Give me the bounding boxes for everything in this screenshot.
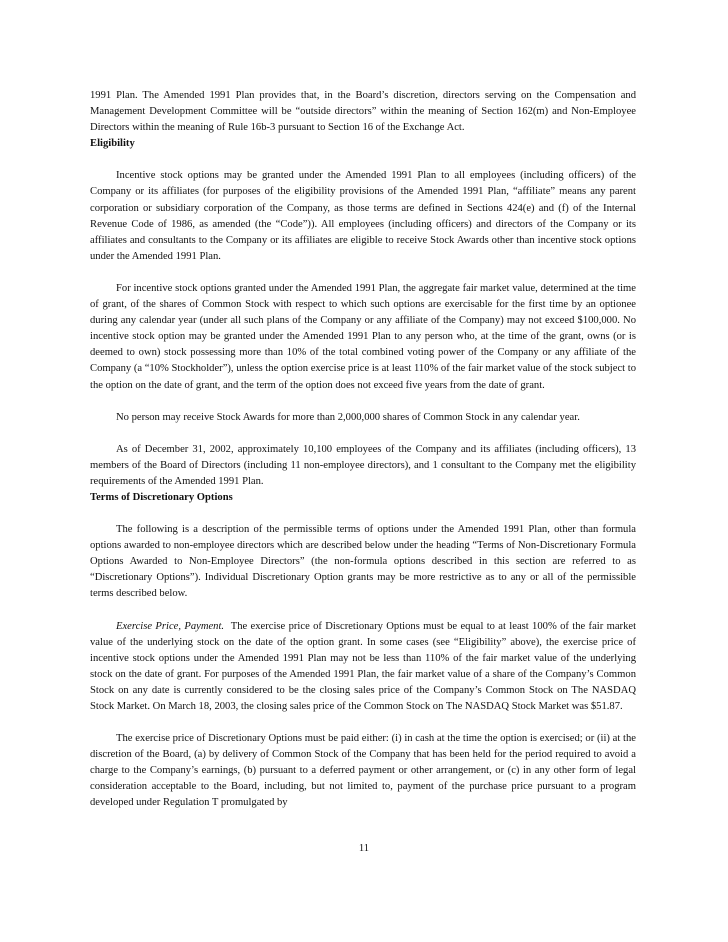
- exercise-price-body: The exercise price of Discretionary Options must be equal to at least 100% of the fair market value of the underlying stock on the date of the option grant. In some cases (see “Eligibility” above), the exercise price of incentive stock options under the Amended 1991 Plan may not be less than 110% of the fair market value of the underlying stock on the date of grant. For purposes of the Amended 1991 Plan, the fair market value of a share of the Company’s Common Stock on any date is currently considered to be the closing sales price of the Company’s Common Stock on The NASDAQ Stock Market. On March 18, 2003, the closing sales price of the Common Stock on The NASDAQ Stock Market was $51.87.: [90, 620, 637, 712]
- eligibility-paragraph-4: As of December 31, 2002, approximately 10,100 employees of the Company and its affiliates (including officers), 13 members of the Board of Directors (including 11 non-employee directors), and 1 consultant to the Company met the eligibility requirements of the Amended 1991 Plan.: [90, 443, 636, 487]
- intro-paragraph: 1991 Plan. The Amended 1991 Plan provides that, in the Board’s discretion, directors serving on the Compensation and Management Development Committee will be “outside directors” within the meaning of Section 162(m) and Non-Employee Directors within the meaning of Rule 16b-3 pursuant to Section 16 of the Exchange Act.: [90, 90, 636, 134]
- exercise-price-lead: Exercise Price, Payment.: [116, 620, 225, 632]
- terms-heading: Terms of Discretionary Options: [90, 491, 233, 503]
- document-page: [90, 88, 636, 812]
- eligibility-paragraph-3: No person may receive Stock Awards for more than 2,000,000 shares of Common Stock in any calendar year.: [116, 411, 580, 423]
- terms-paragraph-3: The exercise price of Discretionary Options must be paid either: (i) in cash at the time the option is exercised; or (ii) at the discretion of the Board, (a) by delivery of Common Stock of the Company that has been held for the period required to avoid a charge to the Company’s earnings, (b) pursuant to a deferred payment or other arrangement, or (c) in any other form of legal consideration acceptable to the Board, including, but not limited to, payment of the purchase price pursuant to a program developed under Regulation T promulgated by: [90, 733, 636, 809]
- eligibility-paragraph-2: For incentive stock options granted under the Amended 1991 Plan, the aggregate fair market value, determined at the time of grant, of the shares of Common Stock with respect to which such options are exercisable for the first time by an optionee during any calendar year (under all such plans of the Company or any affiliate of the Company) may not exceed $100,000. No incentive stock option may be granted under the Amended 1991 Plan to any person who, at the time of the grant, owns (or is deemed to own) stock possessing more than 10% of the total combined voting power of the Company or any affiliate of the Company (a “10% Stockholder”), unless the option exercise price is at least 110% of the fair market value of the stock subject to the option on the date of grant, and the term of the option does not exceed five years from the date of grant.: [90, 282, 636, 391]
- page-number: 11: [358, 843, 370, 854]
- terms-paragraph-1: The following is a description of the permissible terms of options under the Amended 1991 Plan, other than formula options awarded to non-employee directors which are described below under the heading “Terms of Non-Discretionary Formula Options Awarded to Non-Employee Directors” (the non-formula options described in this section are referred to as “Discretionary Options”). Individual Discretionary Option grants may be more restrictive as to any or all of the permissible terms described below.: [90, 524, 636, 600]
- terms-paragraph-2: [90, 619, 636, 716]
- eligibility-heading: Eligibility: [90, 138, 135, 150]
- eligibility-paragraph-1: Incentive stock options may be granted under the Amended 1991 Plan to all employees (including officers) of the Company or its affiliates (for purposes of the eligibility provisions of the Amended 1991 Plan, “affiliate” means any parent corporation or subsidiary corporation of the Company, as those terms are defined in Sections 424(e) and (f) of the Internal Revenue Code of 1986, as amended (the “Code”)). All employees (including officers) and directors of the Company or its affiliates and consultants to the Company or its affiliates are eligible to receive Stock Awards other than incentive stock options under the Amended 1991 Plan.: [90, 170, 636, 262]
